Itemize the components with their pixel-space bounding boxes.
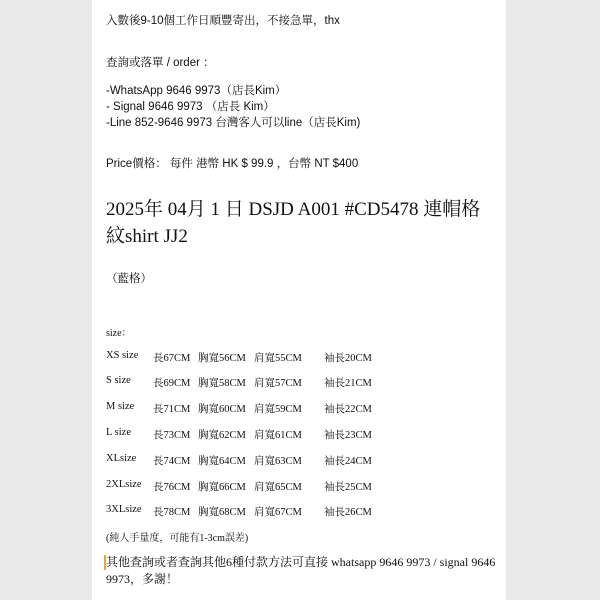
footer-contact-note: 其他查詢或者查詢其他6種付款方法可直接 whatsapp 9646 9973 / signal 9646 9973，多謝！ xyxy=(106,555,496,586)
size-length: 長67CM xyxy=(153,353,191,364)
size-shoulder: 肩寬65CM xyxy=(254,482,302,493)
size-name: 2XLsize xyxy=(106,479,142,490)
size-length: 長74CM xyxy=(153,456,191,467)
size-length: 長76CM xyxy=(153,482,191,493)
size-shoulder: 肩寬61CM xyxy=(254,430,302,441)
size-length: 長69CM xyxy=(153,378,191,389)
measurement-note: (純人手量度，可能有1-3cm誤差) xyxy=(106,533,249,544)
size-name: 3XLsize xyxy=(106,504,142,515)
size-chest: 胸寬56CM xyxy=(198,353,246,364)
price-info: Price價格： 每件 港幣 HK $ 99.9 ，台幣 NT $400 xyxy=(106,158,359,170)
size-sleeve: 袖長23CM xyxy=(324,430,372,441)
size-sleeve: 袖長21CM xyxy=(324,378,372,389)
size-shoulder: 肩寬57CM xyxy=(254,378,302,389)
size-chest: 胸寬66CM xyxy=(198,482,246,493)
size-length: 長78CM xyxy=(153,507,191,518)
size-chest: 胸寬58CM xyxy=(198,378,246,389)
color-label: （藍格） xyxy=(106,273,152,285)
size-shoulder: 肩寬59CM xyxy=(254,404,302,415)
shipping-note: 入數後9-10個工作日順豐寄出，不接急單，thx xyxy=(106,15,340,27)
size-chest: 胸寬64CM xyxy=(198,456,246,467)
product-heading: 2025年 04月 1 日 DSJD A001 #CD5478 連帽格紋shirt JJ2 xyxy=(106,199,481,247)
order-title: 查詢或落單 / order ： xyxy=(106,57,215,69)
size-shoulder: 肩寬67CM xyxy=(254,507,302,518)
size-name: XLsize xyxy=(106,453,137,464)
size-sleeve: 袖長20CM xyxy=(324,353,372,364)
size-shoulder: 肩寬63CM xyxy=(254,456,302,467)
size-sleeve: 袖長26CM xyxy=(324,507,372,518)
size-chest: 胸寬68CM xyxy=(198,507,246,518)
contact-signal: - Signal 9646 9973 （店長 Kim） xyxy=(106,101,275,113)
size-shoulder: 肩寬55CM xyxy=(254,353,302,364)
size-length: 長73CM xyxy=(153,430,191,441)
size-name: M size xyxy=(106,401,135,412)
size-sleeve: 袖長24CM xyxy=(324,456,372,467)
contact-whatsapp: -WhatsApp 9646 9973（店長Kim） xyxy=(106,85,287,97)
size-sleeve: 袖長25CM xyxy=(324,482,372,493)
contact-line: -Line 852-9646 9973 台灣客人可以line（店長Kim) xyxy=(106,117,361,129)
size-name: XS size xyxy=(106,350,139,361)
size-chest: 胸寬60CM xyxy=(198,404,246,415)
size-length: 長71CM xyxy=(153,404,191,415)
size-name: L size xyxy=(106,427,131,438)
size-sleeve: 袖長22CM xyxy=(324,404,372,415)
size-label: size： xyxy=(106,328,132,339)
size-chest: 胸寬62CM xyxy=(198,430,246,441)
size-name: S size xyxy=(106,375,131,386)
document-page xyxy=(92,0,506,600)
